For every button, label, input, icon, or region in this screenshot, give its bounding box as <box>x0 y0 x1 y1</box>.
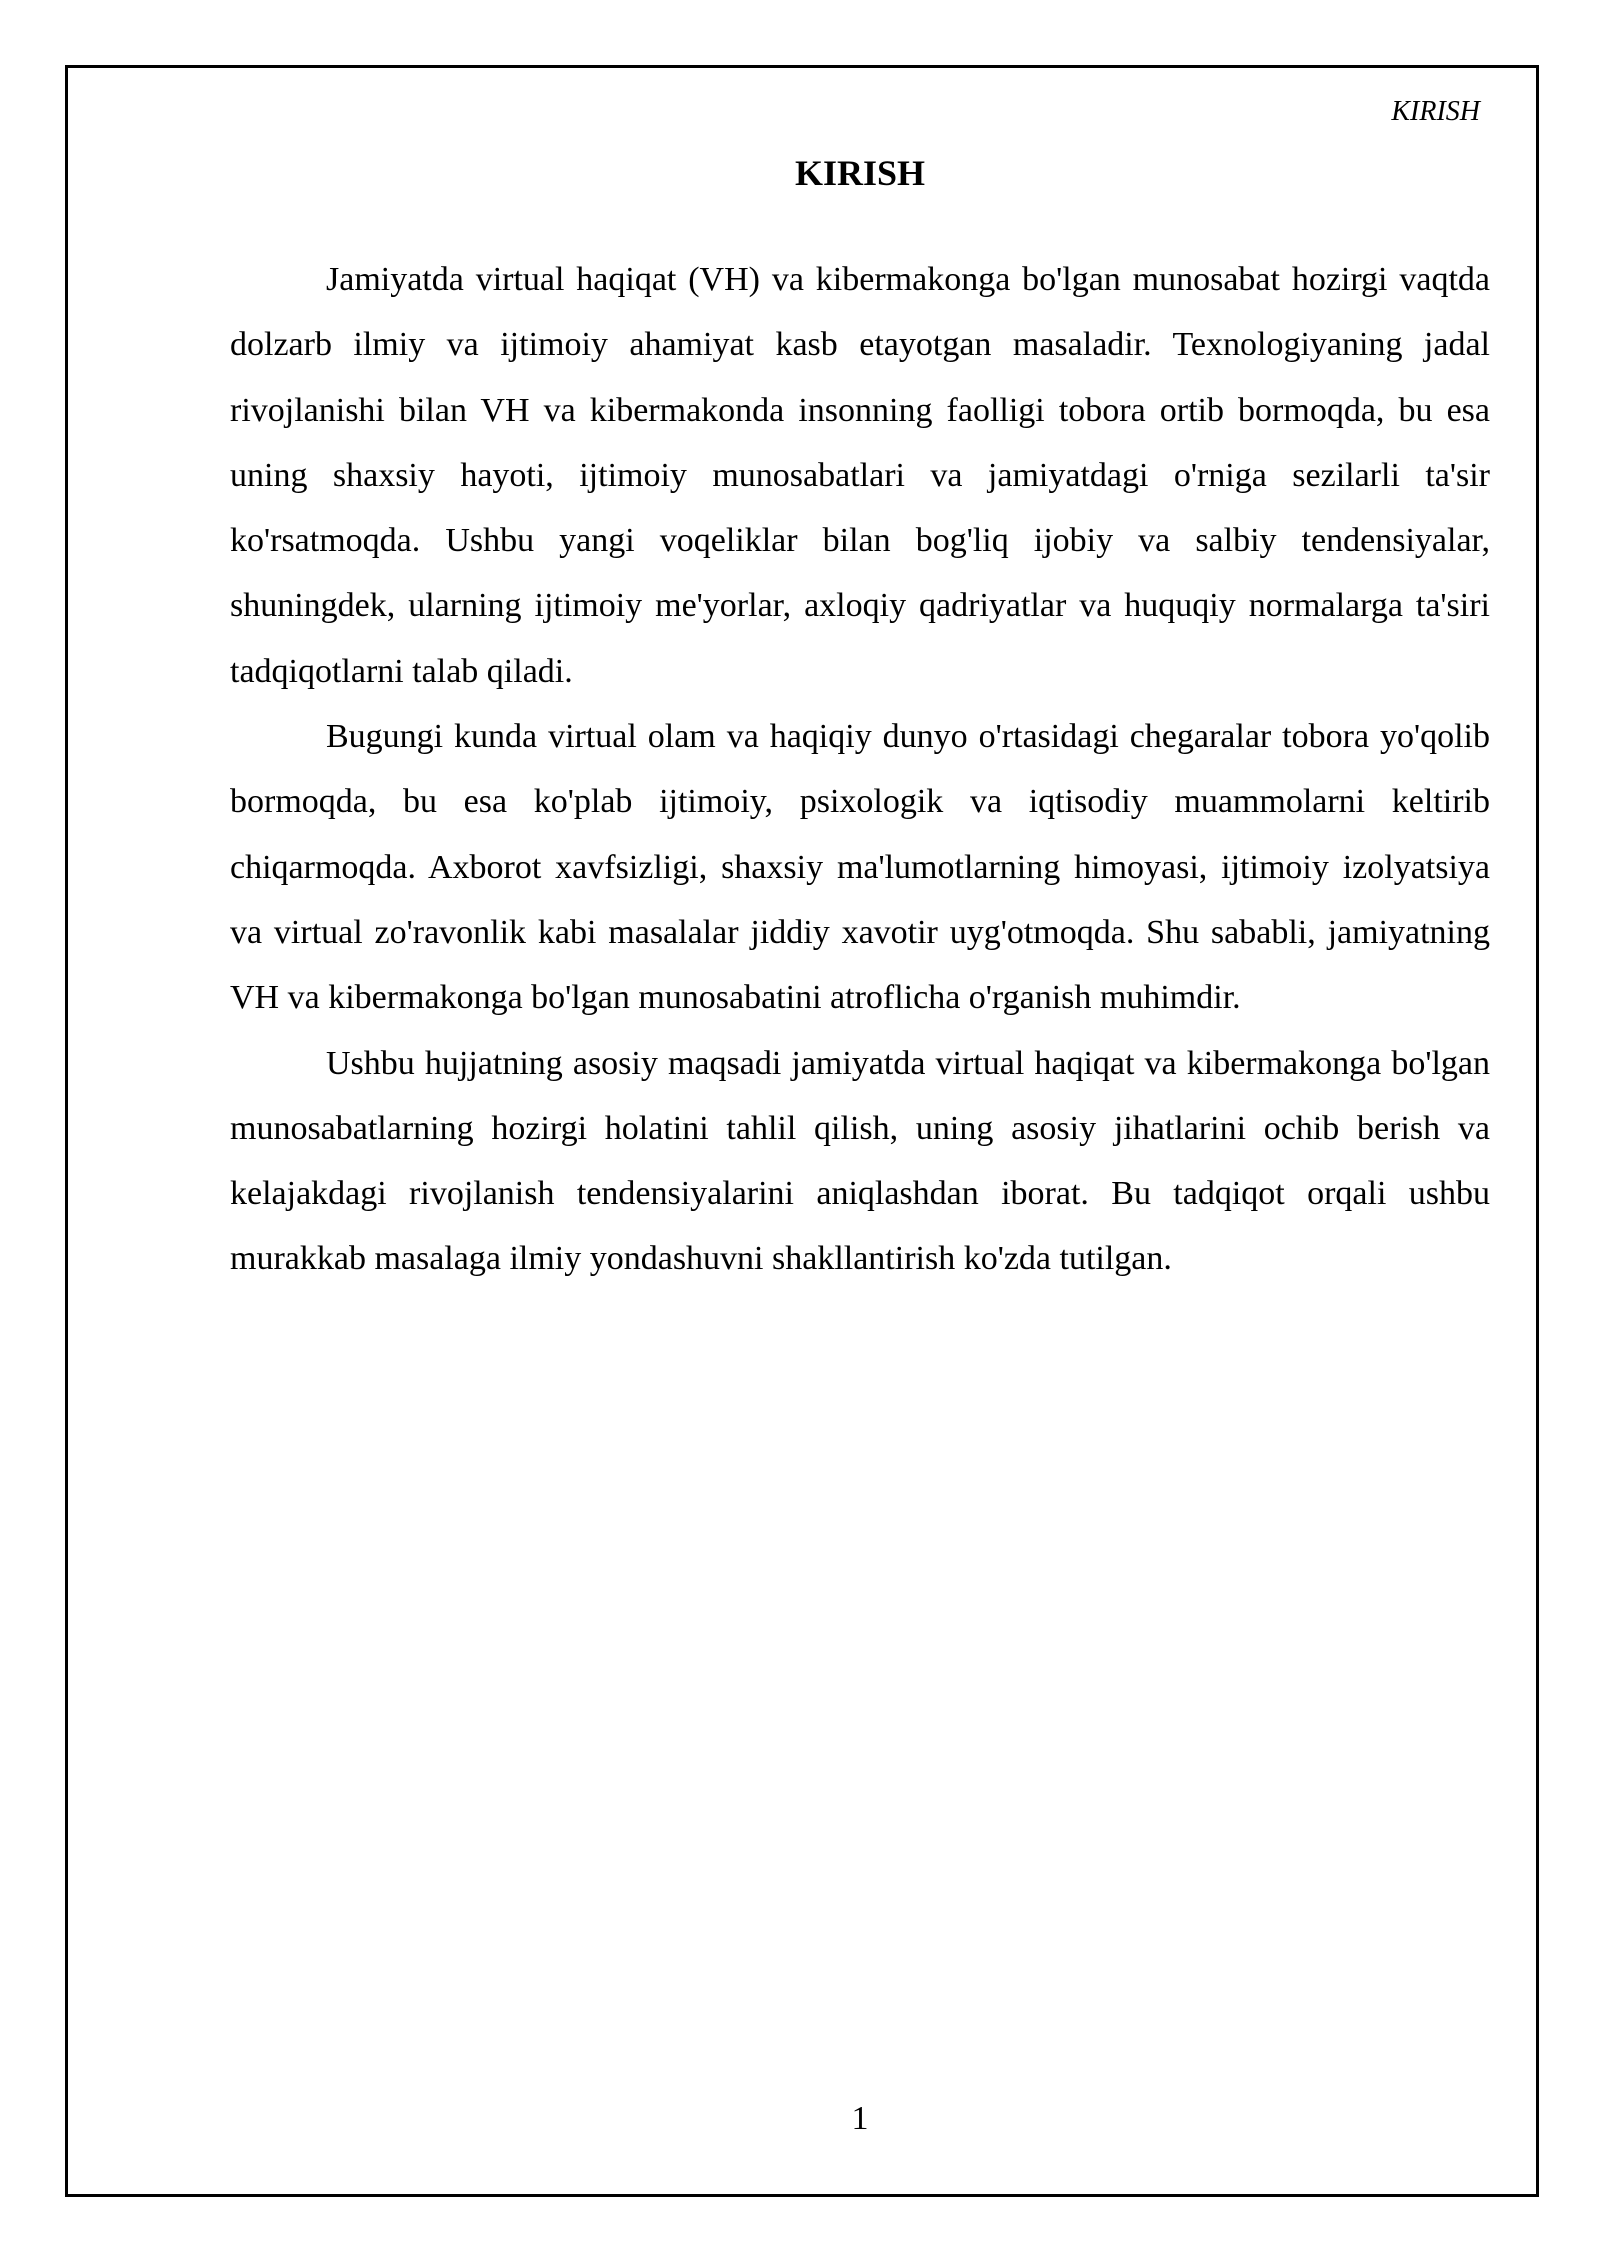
paragraph-2: Bugungi kunda virtual olam va haqiqiy dunyo o'rtasidagi chegaralar tobora yo'qolib bormoqda, bu esa ko'plab ijtimoiy, psixologik va iqtisodiy muammolarni keltirib chiqarmoqda. Axborot xavfsizligi, shaxsiy ma'lumotlarning himoyasi, ijtimoiy izolyatsiya va virtual zo'ravonlik kabi masalalar jiddiy xavotir uyg'otmoqda. Shu sababli, jamiyatning VH va kibermakonga bo'lgan munosabatini atroflicha o'rganish muhimdir. <box>230 718 1490 1017</box>
running-header: KIRISH <box>1391 96 1480 127</box>
page-title: KIRISH <box>794 153 926 193</box>
paragraph-3: Ushbu hujjatning asosiy maqsadi jamiyatda virtual haqiqat va kibermakonga bo'lgan munosabatlarning hozirgi holatini tahlil qilish, uning asosiy jihatlarini ochib berish va kelajakdagi rivojlanish tendensiyalarini aniqlashdan iborat. Bu tadqiqot orqali ushbu murakkab masalaga ilmiy yondashuvni shakllantirish ko'zda tutilgan. <box>230 1044 1490 1278</box>
paragraph-1: Jamiyatda virtual haqiqat (VH) va kibermakonga bo'lgan munosabat hozirgi vaqtda dolzarb ilmiy va ijtimoiy ahamiyat kasb etayotgan masaladir. Texnologiyaning jadal rivojlanishi bilan VH va kibermakonda insonning faolligi tobora ortib bormoqda, bu esa uning shaxsiy hayoti, ijtimoiy munosabatlari va jamiyatdagi o'rniga sezilarli ta'sir ko'rsatmoqda. Ushbu yangi voqeliklar bilan bog'liq ijobiy va salbiy tendensiyalar, shuningdek, ularning ijtimoiy me'yorlar, axloqiy qadriyatlar va huquqiy normalarga ta'siri tadqiqotlarni talab qiladi. <box>230 261 1490 690</box>
body-text <box>230 247 1490 1292</box>
page-number: 1 <box>851 2100 869 2137</box>
